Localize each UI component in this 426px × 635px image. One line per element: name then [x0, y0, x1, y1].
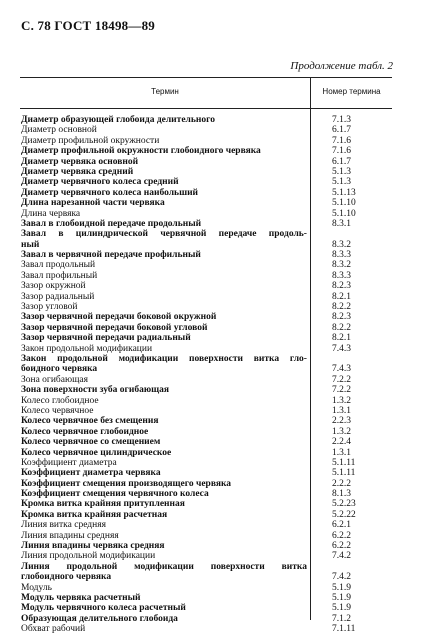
term-number-cell: 8.2.2 — [332, 322, 351, 333]
table-row — [20, 364, 392, 374]
term-word: модификации — [118, 353, 179, 364]
term-number-cell: 8.2.2 — [332, 302, 351, 313]
table-row — [20, 583, 392, 593]
term-number-cell: 5.1.10 — [332, 208, 356, 219]
table-row — [20, 209, 392, 219]
term-cell: Завал в глобоидной передаче продольный — [21, 218, 202, 229]
table-row — [20, 188, 392, 198]
table-row — [20, 375, 392, 385]
term-cell: Зазор червячной передачи боковой окружной — [21, 312, 217, 323]
term-number-cell: 6.1.7 — [332, 125, 351, 136]
table-row — [20, 125, 392, 135]
table-row — [20, 292, 392, 302]
term-number-cell: 1.3.2 — [332, 395, 351, 406]
term-word: поверхности — [189, 353, 243, 364]
table-row — [20, 136, 392, 146]
term-number-cell: 5.2.22 — [332, 509, 356, 520]
term-word: в — [58, 229, 64, 240]
term-number-cell: 6.2.2 — [332, 530, 351, 541]
term-number-cell: 1.3.1 — [332, 447, 351, 458]
term-number-cell: 8.3.2 — [332, 239, 351, 250]
term-number-cell: 7.2.2 — [332, 374, 351, 385]
term-cell: Модуль червяка расчетный — [21, 592, 141, 603]
term-word: цилиндрической — [75, 229, 149, 240]
term-cell: Колесо червячное без смещения — [21, 416, 159, 427]
term-cell: Закон продольной модификации — [21, 343, 153, 354]
table-row — [20, 396, 392, 406]
table-row — [20, 271, 392, 281]
term-cell: Обхват рабочий — [21, 624, 86, 635]
table-row — [20, 479, 392, 489]
table-row — [20, 468, 392, 478]
term-cell: Коэффициент смещения червячного колеса — [21, 489, 209, 500]
term-cell: Модуль — [21, 582, 52, 593]
term-word: поверхности — [210, 561, 265, 572]
table-row — [20, 219, 392, 229]
term-number-cell: 7.1.3 — [332, 115, 351, 125]
term-cell: Колесо червячное со смещением — [21, 437, 161, 448]
table-row — [20, 260, 392, 270]
term-word: передаче — [218, 229, 257, 240]
page-header: С. 78 ГОСТ 18498—89 — [21, 18, 155, 33]
term-cell: Зазор радиальный — [21, 291, 95, 302]
table-row — [20, 614, 392, 624]
term-number-cell: 7.4.3 — [332, 343, 351, 354]
term-number-cell: 8.2.1 — [332, 333, 351, 344]
term-cell: Зазор окружной — [21, 281, 86, 292]
term-cell: Линия впадины червяка средняя — [21, 541, 165, 552]
term-number-cell: 5.1.9 — [332, 603, 351, 614]
table-header — [20, 78, 392, 109]
term-number-cell: 8.3.3 — [332, 270, 351, 281]
table-row — [20, 520, 392, 530]
term-number-cell: 7.1.6 — [332, 146, 351, 157]
term-number-cell: 1.3.2 — [332, 426, 351, 437]
term-word: модификации — [134, 561, 194, 572]
term-cell: Колесо червячное цилиндрическое — [21, 447, 172, 458]
table-row — [20, 510, 392, 520]
table-row — [20, 624, 392, 634]
term-word: Завал — [21, 229, 47, 240]
term-cell: Образующая делительного глобоида — [21, 613, 178, 624]
table-row — [20, 344, 392, 354]
term-cell: Завал в червячной передаче профильный — [21, 250, 201, 261]
term-cell: Кромка витка крайняя расчетная — [21, 509, 168, 520]
term-cell: Зона поверхности зуба огибающая — [21, 385, 170, 396]
term-cell: глобоидного червяка — [21, 572, 112, 583]
table-row — [20, 198, 392, 208]
term-number-cell: 7.4.3 — [332, 364, 351, 375]
term-number-cell: 6.1.7 — [332, 156, 351, 167]
term-word: продоль- — [268, 229, 307, 240]
term-cell: Диаметр червячного колеса наибольший — [21, 187, 199, 198]
term-cell: Модуль червячного колеса расчетный — [21, 603, 186, 614]
table-row — [20, 541, 392, 551]
term-number-cell: 2.2.4 — [332, 437, 351, 448]
term-word: продольной — [66, 561, 118, 572]
term-number-cell: 7.2.2 — [332, 385, 351, 396]
term-number-cell: 7.1.6 — [332, 135, 351, 146]
term-number-cell: 1.3.1 — [332, 405, 351, 416]
term-number-cell: 8.2.3 — [332, 312, 351, 323]
term-cell: Диаметр основной — [21, 125, 97, 136]
term-cell: Длина нарезанной части червяка — [21, 198, 165, 209]
term-cell: Длина червяка — [21, 208, 81, 219]
term-cell: Диаметр образующей глобоида делительного — [21, 115, 215, 125]
table-row — [20, 458, 392, 468]
term-cell: Зона огибающая — [21, 374, 88, 385]
table-row — [20, 448, 392, 458]
term-word: витка — [253, 353, 280, 364]
term-number-cell: 5.1.3 — [332, 177, 351, 188]
term-cell: боидного червяка — [21, 364, 98, 375]
table-row — [20, 593, 392, 603]
term-word: Закон — [21, 353, 47, 364]
term-number-cell: 8.1.3 — [332, 489, 351, 500]
table-row — [20, 416, 392, 426]
term-cell: Коэффициент смещения производящего червяка — [21, 478, 232, 489]
term-cell — [21, 354, 307, 364]
term-cell: Колесо глобоидное — [21, 395, 99, 406]
term-number-cell: 6.2.2 — [332, 541, 351, 552]
term-number-cell: 5.1.11 — [332, 457, 356, 468]
term-word: витка — [281, 561, 307, 572]
term-number-cell: 7.4.2 — [332, 551, 351, 562]
table-row — [20, 250, 392, 260]
term-cell: Диаметр червяка основной — [21, 156, 139, 167]
table-row — [20, 167, 392, 177]
term-cell: Диаметр профильной окружности глобоидного червяка — [21, 146, 261, 157]
table-row — [20, 551, 392, 561]
term-cell: Колесо червячное глобоидное — [21, 426, 149, 437]
term-word: Линия — [21, 561, 50, 572]
term-cell — [21, 229, 307, 239]
term-cell — [21, 562, 307, 572]
column-header-term: Термин — [151, 87, 179, 96]
table-row — [20, 385, 392, 395]
table-row — [20, 531, 392, 541]
term-cell: ный — [21, 239, 40, 250]
term-cell: Кромка витка крайняя притупленная — [21, 499, 185, 510]
column-header-number: Номер термина — [322, 87, 381, 96]
term-cell: Коэффициент диаметра — [21, 457, 117, 468]
table-row — [20, 489, 392, 499]
table-row — [20, 603, 392, 613]
terms-table — [20, 77, 392, 635]
table-continuation-label: Продолжение табл. 2 — [290, 60, 393, 72]
term-cell: Коэффициент диаметра червяка — [21, 468, 161, 479]
term-cell: Диаметр червяка средний — [21, 166, 134, 177]
term-number-cell: 5.1.9 — [332, 592, 351, 603]
term-word: гло- — [289, 353, 307, 364]
term-word: продольной — [57, 353, 108, 364]
term-number-cell: 5.1.10 — [332, 198, 356, 209]
term-cell: Завал профильный — [21, 270, 98, 281]
term-cell: Завал продольный — [21, 260, 96, 271]
table-row — [20, 406, 392, 416]
table-row — [20, 354, 392, 364]
table-row — [20, 115, 392, 125]
term-number-cell: 2.2.3 — [332, 416, 351, 427]
table-row — [20, 240, 392, 250]
table-row — [20, 302, 392, 312]
term-number-cell: 5.1.11 — [332, 468, 356, 479]
term-number-cell: 8.3.3 — [332, 250, 351, 261]
term-cell: Линия продольной модификации — [21, 551, 156, 562]
table-row — [20, 146, 392, 156]
table-row — [20, 427, 392, 437]
term-number-cell: 5.1.9 — [332, 582, 351, 593]
term-number-cell: 7.4.2 — [332, 572, 351, 583]
term-number-cell: 7.1.11 — [332, 624, 356, 635]
table-row — [20, 323, 392, 333]
term-cell: Колесо червячное — [21, 405, 94, 416]
term-number-cell: 7.1.2 — [332, 613, 351, 624]
table-row — [20, 333, 392, 343]
table-row — [20, 281, 392, 291]
term-number-cell: 8.3.1 — [332, 218, 351, 229]
term-number-cell: 2.2.2 — [332, 478, 351, 489]
term-number-cell: 5.1.3 — [332, 166, 351, 177]
table-body — [20, 115, 392, 635]
term-word: червячной — [160, 229, 207, 240]
table-row — [20, 157, 392, 167]
table-row — [20, 562, 392, 572]
table-row — [20, 312, 392, 322]
term-cell: Линия впадины средняя — [21, 530, 119, 541]
term-cell: Диаметр профильной окружности — [21, 135, 160, 146]
term-cell: Зазор червячной передачи радиальный — [21, 333, 191, 344]
table-row — [20, 229, 392, 239]
table-row — [20, 499, 392, 509]
term-cell: Зазор червячной передачи боковой угловой — [21, 322, 208, 333]
term-cell: Диаметр червячного колеса средний — [21, 177, 179, 188]
table-row — [20, 437, 392, 447]
table-row — [20, 572, 392, 582]
term-number-cell: 5.1.13 — [332, 187, 356, 198]
term-number-cell: 8.2.1 — [332, 291, 351, 302]
term-cell: Зазор угловой — [21, 302, 78, 313]
table-row — [20, 177, 392, 187]
term-cell: Линия витка средняя — [21, 520, 106, 531]
term-number-cell: 6.2.1 — [332, 520, 351, 531]
term-number-cell: 8.3.2 — [332, 260, 351, 271]
term-number-cell: 8.2.3 — [332, 281, 351, 292]
term-number-cell: 5.2.23 — [332, 499, 356, 510]
